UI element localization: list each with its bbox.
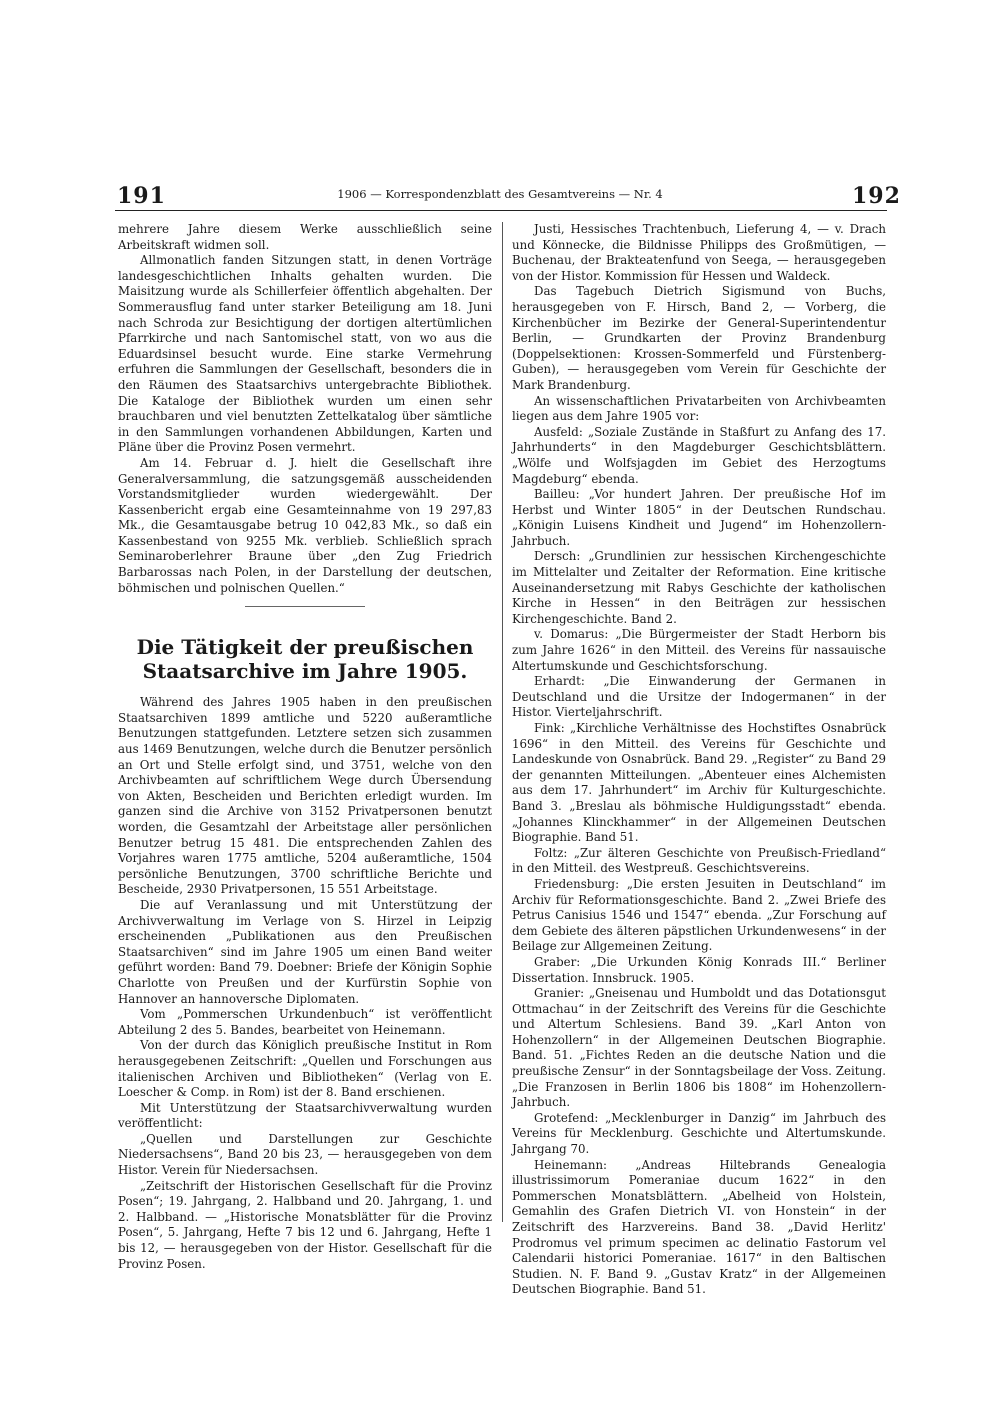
paragraph: Friedensburg: „Die ersten Jesuiten in Deutschland“ im Archiv für Reformationsgeschichte. Band 2. „Zwei Briefe des Petrus Canisius 1546 und 1547“ ebenda. „Zur Forschung auf dem Gebiete des älteren päpstlichen Urkundenwesens“ in der Beilage zur Allgemeinen Zeitung. [512,876,886,954]
paragraph: Am 14. Februar d. J. hielt die Gesellschaft ihre Generalversammlung, die satzungsgemäß ausscheidenden Vorstandsmitglieder wurden wiedergewählt. Der Kassenbericht ergab eine Gesamteinnahme von 19 297,83 Mk., die Gesamtausgabe betrug 10 042,83 Mk., so daß ein Kassenbestand von 9255 Mk. verblieb. Schließlich sprach Seminaroberlehrer Braune über „den Zug Friedrich Barbarossas nach Polen, in der Darstellung der deutschen, böhmischen und polnischen Quellen.“ [118,455,492,595]
paragraph: Allmonatlich fanden Sitzungen statt, in denen Vorträge landesgeschichtlichen Inhalts gehalten wurden. Die Maisitzung wurde als Schillerfeier öffentlich abgehalten. Der Sommerausflug fand unter starker Beteiligung am 18. Juni nach Schroda zur Besichtigung der dortigen altertümlichen Pfarrkirche und nach Santomischel statt, von wo aus die Eduardsinsel besucht wurde. Eine starke Vermehrung erfuhren die Sammlungen der Gesellschaft, besonders die in den Räumen des Staatsarchivs untergebrachte Bibliothek. Die Kataloge der Bibliothek wurden um einen sehr brauchbaren und viel benutzten Zettelkatalog über sämtliche in den Sammlungen vorhandenen Abbildungen, Karten und Pläne über die Provinz Posen vermehrt. [118,253,492,455]
paragraph: An wissenschaftlichen Privatarbeiten von Archivbeamten liegen aus dem Jahre 1905 vor: [512,393,886,424]
paragraph: Die auf Veranlassung und mit Unterstützung der Archivverwaltung im Verlage von S. Hirzel in Leipzig erscheinenden „Publikationen aus den Preußischen Staatsarchiven“ sind im Jahre 1905 um einen Band weiter geführt worden: Band 79. Doebner: Briefe der Königin Sophie Charlotte von Preußen und der Kurfürstin Sophie von Hannover an hannoversche Diplomaten. [118,897,492,1006]
page-number-left: 191 [117,183,166,209]
paragraph: Ausfeld: „Soziale Zustände in Staßfurt zu Anfang des 17. Jahrhunderts“ in den Magdeburger Geschichtsblättern. „Wölfe und Wolfsjagden im Gebiet des Herzogtums Magdeburg“ ebenda. [512,424,886,486]
paragraph: Das Tagebuch Dietrich Sigismund von Buchs, herausgegeben von F. Hirsch, Band 2, — Vorberg, die Kirchenbücher im Bezirke der General-Superintendentur Berlin, — Grundkarten der Provinz Brandenburg (Doppelsektionen: Krossen-Sommerfeld und Fürstenberg-Guben), — herausgegeben vom Verein für Geschichte der Mark Brandenburg. [512,284,886,392]
header-rule [115,210,887,211]
paragraph: Vom „Pommerschen Urkundenbuch“ ist veröffentlicht Abteilung 2 des 5. Bandes, bearbeitet von Heinemann. [118,1007,492,1037]
paragraph: Heinemann: „Andreas Hiltebrands Genealogia illustrissimorum Pomeraniae ducum 1622“ in den Pommerschen Monatsblättern. „Abelheid von Holstein, Gemahlin des Grafen Dietrich VI. von Honstein“ in der Zeitschrift des Harzvereins. Band 38. „David Herlitz' Prodromus vel primum specimen ac delinatio Fastorum vel Calendarii historici Pomeraniae. 1617“ in den Baltischen Studien. N. F. Band 9. „Gustav Kratz“ in der Allgemeinen Deutschen Biographie. Band 51. [512,1157,886,1297]
paragraph: v. Domarus: „Die Bürgermeister der Stadt Herborn bis zum Jahre 1626“ in den Mitteil. des Vereins für nassauische Altertumskunde und Geschichtsforschung. [512,627,886,673]
paragraph: Von der durch das Königlich preußische Institut in Rom herausgegebenen Zeitschrift: „Quellen und Forschungen aus italienischen Archiven und Bibliotheken“ (Verlag von E. Loescher & Comp. in Rom) ist der 8. Band erschienen. [118,1038,492,1100]
paragraph: Während des Jahres 1905 haben in den preußischen Staatsarchiven 1899 amtliche und 5220 außeramtliche Benutzungen stattgefunden. Letztere setzen sich zusammen aus 1469 Benutzungen, welche durch die Benutzer persönlich an Ort und Stelle erfolgt sind, und 3751, welche von den Archivbeamten auf schriftlichem Wege durch Übersendung von Akten, Bescheiden und Berichten erledigt wurden. Im ganzen sind die Archive von 3152 Privatpersonen benutzt worden, die Gesamtzahl der Arbeitstage aller persönlichen Benutzer betrug 15 481. Die entsprechenden Zahlen des Vorjahres waren 1775 amtliche, 5204 außeramtliche, 1504 persönliche Benutzungen, 3700 schriftliche Berichte und Bescheide, 2930 Privatpersonen, 15 551 Arbeitstage. [118,695,492,897]
paragraph: Granier: „Gneisenau und Humboldt und das Dotationsgut Ottmachau“ in der Zeitschrift des Vereins für die Geschichte und Altertum Schlesiens. Band 39. „Karl Anton von Hohenzollern“ in der Allgemeinen Deutschen Biographie. Band. 51. „Fichtes Reden an die deutsche Nation und die preußische Zensur“ in der Sonntagsbeilage der Voss. Zeitung. „Die Franzosen in Berlin 1806 bis 1808“ im Hohenzollern-Jahrbuch. [512,986,886,1110]
paragraph: „Quellen und Darstellungen zur Geschichte Niedersachsens“, Band 20 bis 23, — herausgegeben von dem Histor. Verein für Niedersachsen. [118,1131,492,1178]
paragraph: Dersch: „Grundlinien zur hessischen Kirchengeschichte im Mittelalter und Zeitalter der Reformation. Eine kritische Auseinandersetzung mit Rabys Geschichte der katholischen Kirche in Hessen“ in den Beiträgen zur hessischen Kirchengeschichte. Band 2. [512,549,886,626]
left-column [118,222,492,1272]
article-headline: Die Tätigkeit der preußischen Staatsarchive im Jahre 1905. [136,635,474,684]
right-column [512,222,886,1298]
page-number-right: 192 [852,183,901,209]
paragraph: Bailleu: „Vor hundert Jahren. Der preußische Hof im Herbst und Winter 1805“ in der Deutschen Rundschau. „Königin Luisens Kindheit und Jugend“ im Hohenzollern-Jahrbuch. [512,487,886,548]
paragraph: Foltz: „Zur älteren Geschichte von Preußisch-Friedland“ in den Mitteil. des Westpreuß. Geschichtsvereins. [512,845,886,876]
paragraph: Erhardt: „Die Einwanderung der Germanen in Deutschland und die Ursitze der Indogermanen“ in der Histor. Vierteljahrschrift. [512,674,886,720]
running-header: 1906 — Korrespondenzblatt des Gesamtvereins — Nr. 4 [337,187,663,201]
paragraph: Mit Unterstützung der Staatsarchivverwaltung wurden veröffentlicht: [118,1100,492,1131]
paragraph: „Zeitschrift der Historischen Gesellschaft für die Provinz Posen“; 19. Jahrgang, 2. Halbband und 20. Jahrgang, 1. und 2. Halbband. — „Historische Monatsblätter für die Provinz Posen“, 5. Jahrgang, Hefte 7 bis 12 und 6. Jahrgang, Hefte 1 bis 12, — herausgegeben von der Histor. Gesellschaft für die Provinz Posen. [118,1178,492,1271]
paragraph: Graber: „Die Urkunden König Konrads III.“ Berliner Dissertation. Innsbruck. 1905. [512,954,886,985]
paragraph: Justi, Hessisches Trachtenbuch, Lieferung 4, — v. Drach und Könnecke, die Bildnisse Philipps des Großmütigen, — Buchenau, der Brakteatenfund von Seega, — herausgegeben von der Histor. Kommission für Hessen und Waldeck. [512,222,886,283]
paragraph: mehrere Jahre diesem Werke ausschließlich seine Arbeitskraft widmen soll. [118,222,492,252]
column-divider [502,222,503,1222]
paragraph: Grotefend: „Mecklenburger in Danzig“ im Jahrbuch des Vereins für Mecklenburg. Geschichte und Altertumskunde. Jahrgang 70. [512,1110,886,1157]
section-separator [245,606,365,607]
paragraph: Fink: „Kirchliche Verhältnisse des Hochstiftes Osnabrück 1696“ in den Mitteil. des Vereins für Geschichte und Landeskunde von Osnabrück. Band 29. „Register“ zu Band 29 der genannten Mitteilungen. „Abenteuer eines Alchemisten aus dem 17. Jahrhundert“ im Archiv für Kulturgeschichte. Band 3. „Breslau als böhmische Huldigungsstadt“ ebenda. „Johannes Klinckhammer“ in der Allgemeinen Deutschen Biographie. Band 51. [512,721,886,845]
